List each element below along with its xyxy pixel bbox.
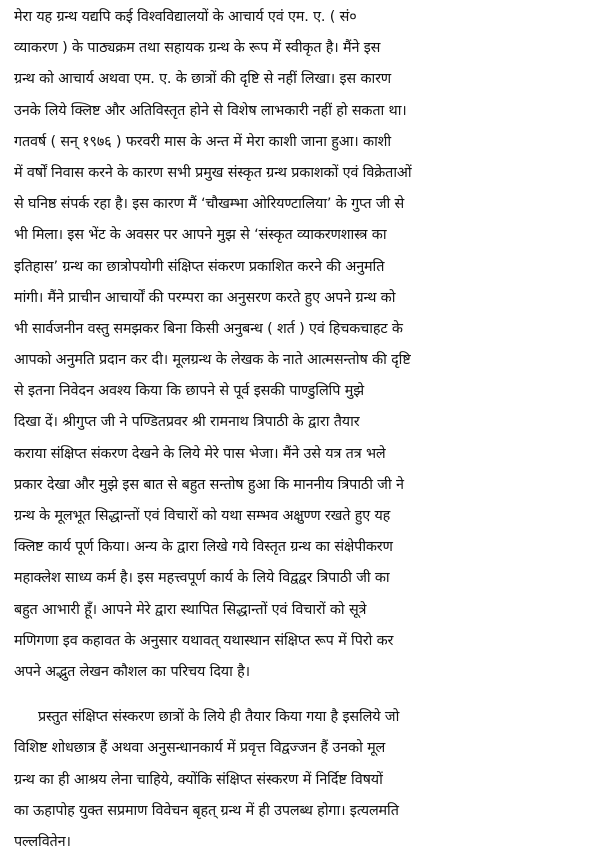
text-line: अपने अद्भुत लेखन कौशल का परिचय दिया है। <box>14 663 250 680</box>
text-line: दिखा दें। श्रीगुप्त जी ने पण्डितप्रवर श्री रामनाथ त्रिपाठी के द्वारा तैयार <box>14 414 360 431</box>
text-line: का ऊहापोह युक्त सप्रमाण विवेचन बृहत् ग्रन्थ में ही उपलब्ध होगा। इत्यलमति <box>14 802 399 819</box>
text-line: प्रकार देखा और मुझे इस बात से बहुत सन्तोष हुआ कि माननीय त्रिपाठी जी ने <box>14 476 404 493</box>
text-line: मांगी। मैंने प्राचीन आचार्यों की परम्परा का अनुसरण करते हुए अपने ग्रन्थ को <box>14 289 396 306</box>
paragraph-1 <box>14 2 592 688</box>
text-line: इतिहास’ ग्रन्थ का छात्रोपयोगी संक्षिप्त संकरण प्रकाशित करने की अनुमति <box>14 258 385 275</box>
text-line: मणिगणा इव कहावत के अनुसार यथावत् यथास्थान संक्षिप्त रूप में पिरो कर <box>14 632 394 649</box>
text-line: से घनिष्ठ संपर्क रहा है। इस कारण मैं ‘चौखम्भा ओरियण्टालिया’ के गुप्त जी से <box>14 196 405 213</box>
text-line: ग्रन्थ को आचार्य अथवा एम. ए. के छात्रों की दृष्टि से नहीं लिखा। इस कारण <box>14 71 392 88</box>
text-line: भी सार्वजनीन वस्तु समझकर बिना किसी अनुबन्ध ( शर्त ) एवं हिचकचाहट के <box>14 320 403 337</box>
text-line: ग्रन्थ के मूलभूत सिद्धान्तों एवं विचारों को यथा सम्भव अक्षुण्ण रखते हुए यह <box>14 508 391 524</box>
text-line: मेरा यह ग्रन्थ यद्यपि कई विश्वविद्यालयों के आचार्य एवं एम. ए. ( सं० <box>14 9 357 25</box>
text-line: आपको अनुमति प्रदान कर दी। मूलग्रन्थ के लेखक के नाते आत्मसन्तोष की दृष्टि <box>14 352 411 369</box>
text-line: उनके लिये क्लिष्ट और अतिविस्तृत होने से विशेष लाभकारी नहीं हो सकता था। <box>14 102 407 119</box>
text-line: विशिष्ट शोधछात्र हैं अथवा अनुसन्धानकार्य में प्रवृत्त विद्वज्जन हैं उनको मूल <box>14 740 386 757</box>
text-line: से इतना निवेदन अवश्य किया कि छापने से पूर्व इसकी पाण्डुलिपि मुझे <box>14 383 364 400</box>
paragraph-gap <box>14 688 592 702</box>
text-line: गतवर्ष ( सन् १९७६ ) फरवरी मास के अन्त में मेरा काशी जाना हुआ। काशी <box>14 133 392 150</box>
text-line: प्रस्तुत संक्षिप्त संस्करण छात्रों के लिये ही तैयार किया गया है इसलिये जो <box>38 709 400 726</box>
text-line: व्याकरण ) के पाठ्यक्रम तथा सहायक ग्रन्थ के रूप में स्वीकृत है। मैंने इस <box>14 40 381 57</box>
text-line: ग्रन्थ का ही आश्रय लेना चाहिये, क्योंकि संक्षिप्त संस्करण में निर्दिष्ट विषयों <box>14 771 383 788</box>
text-line: कराया संक्षिप्त संकरण देखने के लिये मेरे पास भेजा। मैंने उसे यत्र तत्र भले <box>14 445 386 462</box>
paragraph-2 <box>14 702 592 858</box>
text-line: पल्लवितेन। <box>14 833 71 850</box>
text-line: महाक्लेश साध्य कर्म है। इस महत्त्वपूर्ण कार्य के लिये विद्वद्वर त्रिपाठी जी का <box>14 570 390 587</box>
text-line: में वर्षों निवास करने के कारण सभी प्रमुख संस्कृत ग्रन्थ प्रकाशकों एवं विक्रेताओं <box>14 164 412 181</box>
text-line: क्लिष्ट कार्य पूर्ण किया। अन्य के द्वारा लिखे गये विस्तृत ग्रन्थ का संक्षेपीकरण <box>14 539 393 556</box>
text-line: बहुत आभारी हूँ। आपने मेरे द्वारा स्थापित सिद्धान्तों एवं विचारों को सूत्रे <box>14 601 367 618</box>
text-line: भी मिला। इस भेंट के अवसर पर आपने मुझ से ‘संस्कृत व्याकरणशास्त्र का <box>14 227 387 244</box>
